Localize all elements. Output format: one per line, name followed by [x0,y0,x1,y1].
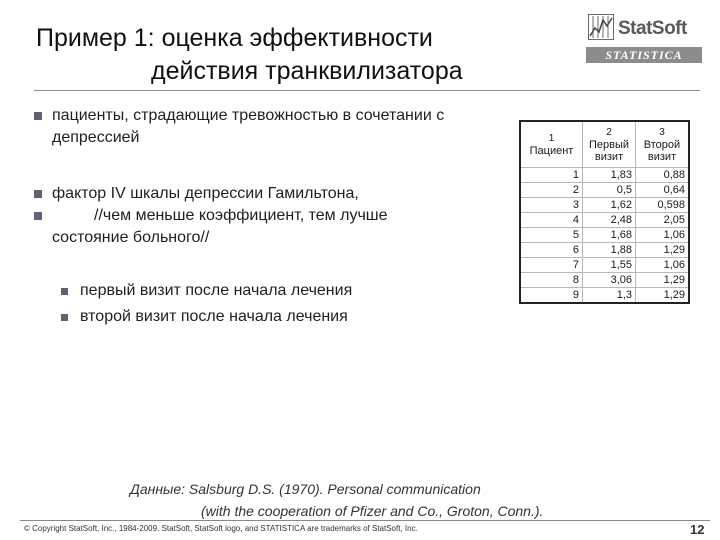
bullet-marker [34,212,42,220]
logo-brand-text: StatSoft [618,18,687,39]
header-patient: 1 Пациент [520,121,583,168]
page-number: 12 [690,522,705,537]
table-row: 1 1,83 0,88 [520,168,689,183]
table-row: 4 2,48 2,05 [520,213,689,228]
slide-title [36,22,576,88]
sub-bullet-first-visit: первый визит после начала лечения [80,282,353,299]
sub-bullet-second-visit: второй визит после начала лечения [80,308,348,325]
table-row: 9 1,3 1,29 [520,288,689,304]
statsoft-logo-icon [588,14,614,40]
bullet-item-coefficient: //чем меньше коэффициент, тем лучше состояние больного// [52,207,388,246]
header-second-visit: 3 Второй визит [636,121,690,168]
table-row: 7 1,55 1,06 [520,258,689,273]
footer-copyright: © Copyright StatSoft, Inc., 1984-2009. StatSoft, StatSoft logo, and STATISTICA are trademarks of StatSoft, Inc. [24,524,418,533]
table-row: 5 1,68 1,06 [520,228,689,243]
table-row: 2 0,5 0,64 [520,183,689,198]
title-line-1: Пример 1: оценка эффективности [36,24,433,52]
footer-divider [20,520,710,521]
bullet-item-patients: пациенты, страдающие тревожностью в сочетании с депрессией [52,107,445,146]
data-table [519,120,690,304]
sub-bullet-marker [61,288,68,295]
data-source-note: Данные: Salsburg D.S. (1970). Personal communication (with the cooperation of Pfizer and Co., Groton, Conn.). [130,481,544,519]
sub-bullet-marker [61,314,68,321]
bullet-marker [34,112,42,120]
bullet-marker [34,190,42,198]
table-row: 3 1,62 0,598 [520,198,689,213]
table-row: 8 3,06 1,29 [520,273,689,288]
title-line-2: действия транквилизатора [151,57,463,85]
table-row: 6 1,88 1,29 [520,243,689,258]
title-divider [34,90,700,91]
header-first-visit: 2 Первый визит [583,121,636,168]
table-header-row [520,121,689,168]
bullet-item-hamilton: фактор IV шкалы депрессии Гамильтона, [52,185,359,202]
logo-statistica-text: STATISTICA [586,47,702,63]
statsoft-logo [586,12,702,64]
